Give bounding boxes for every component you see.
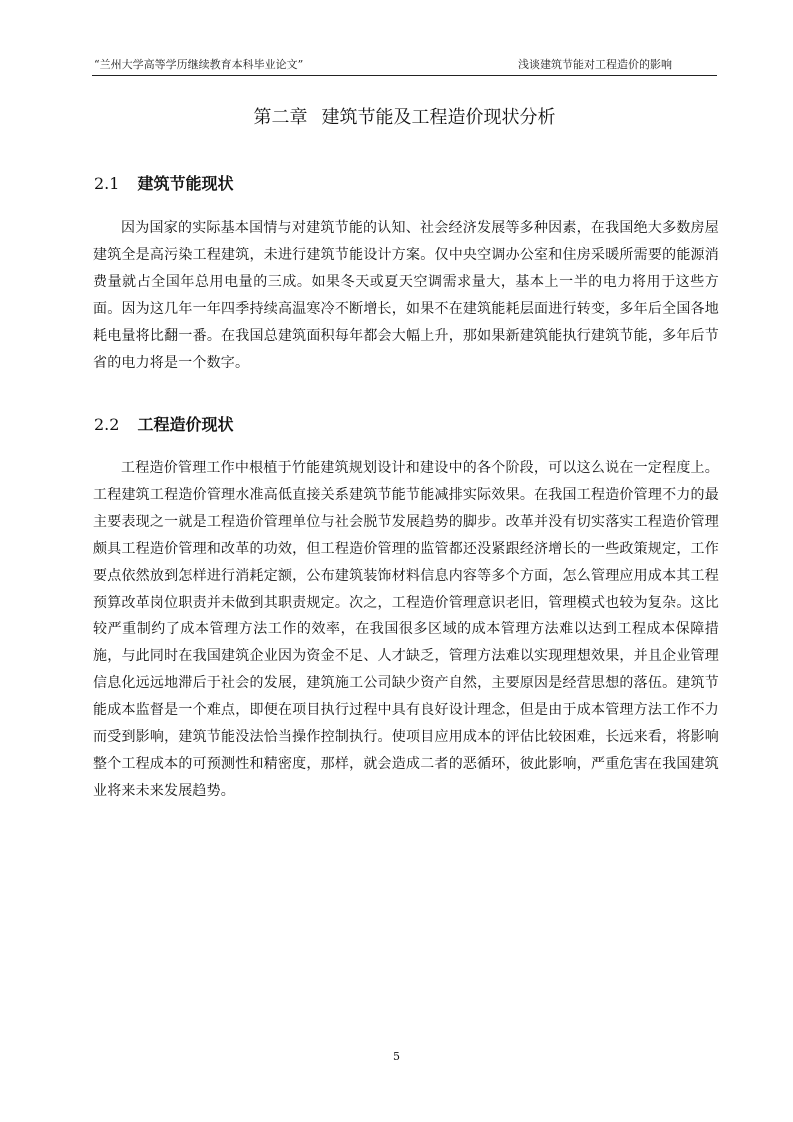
chapter-heading-text: 建筑节能及工程造价现状分析 xyxy=(321,107,556,128)
section-heading-2-1 xyxy=(94,171,233,197)
section-2-2-paragraph: 工程造价管理工作中根植于竹能建筑规划设计和建设中的各个阶段，可以这么说在一定程度上。工程建筑工程造价管理水准高低直接关系建筑节能节能减排实际效果。在我国工程造价管理不力的最主要表现之一就是工程造价管理单位与社会脱节发展趋势的脚步。改革并没有切实落实工程造价管理颇具工程造价管理和改革的功效，但工程造价管理的监管都还没紧跟经济增长的一些政策规定，工作要点依然放到怎样进行消耗定额，公布建筑装饰材料信息内容等多个方面，怎么管理应用成本其工程预算改革岗位职责并未做到其职责规定。次之，工程造价管理意识老旧，管理模式也较为复杂。这比较严重制约了成本管理方法工作的效率，在我国很多区域的成本管理方法难以达到工程成本保障措施，与此同时在我国建筑企业因为资金不足、人才缺乏，管理方法难以实现理想效果，并且企业管理信息化远远地滞后于社会的发展，建筑施工公司缺少资产自然，主要原因是经营思想的落伍。建筑节能成本监督是一个难点，即便在项目执行过程中具有良好设计理念，但是由于成本管理方法工作不力而受到影响，建筑节能没法恰当操作控制执行。使项目应用成本的评估比较困难，长远来看，将影响整个工程成本的可预测性和精密度，那样，就会造成二者的恶循环，彼此影响，严重危害在我国建筑业将来未来发展趋势。 xyxy=(93,460,719,799)
chapter-number: 第二章 xyxy=(253,107,308,128)
page-header xyxy=(92,57,717,76)
section-number: 2.2 xyxy=(94,415,120,434)
header-paper-title: 浅谈建筑节能对工程造价的影响 xyxy=(518,58,672,71)
section-number: 2.1 xyxy=(94,174,120,193)
section-heading-2-2 xyxy=(94,412,233,438)
section-title: 工程造价现状 xyxy=(137,415,234,434)
section-2-1-paragraph: 因为国家的实际基本国情与对建筑节能的认知、社会经济发展等多种因素，在我国绝大多数房屋建筑全是高污染工程建筑，未进行建筑节能设计方案。仅中央空调办公室和住房采暖所需要的能源消费量就占全国年总用电量的三成。如果冬天或夏天空调需求量大，基本上一半的电力将用于这些方面。因为这几年一年四季持续高温寒冷不断增长，如果不在建筑能耗层面进行转变，多年后全国各地耗电量将比翻一番。在我国总建筑面积每年都会大幅上升，那如果新建筑能执行建筑节能，多年后节省的电力将是一个数字。 xyxy=(93,220,719,371)
page-number: 5 xyxy=(393,1050,400,1063)
chapter-title xyxy=(92,104,717,132)
section-title: 建筑节能现状 xyxy=(137,174,234,193)
header-thesis-label: “兰州大学高等学历继续教育本科毕业论文” xyxy=(94,58,304,71)
